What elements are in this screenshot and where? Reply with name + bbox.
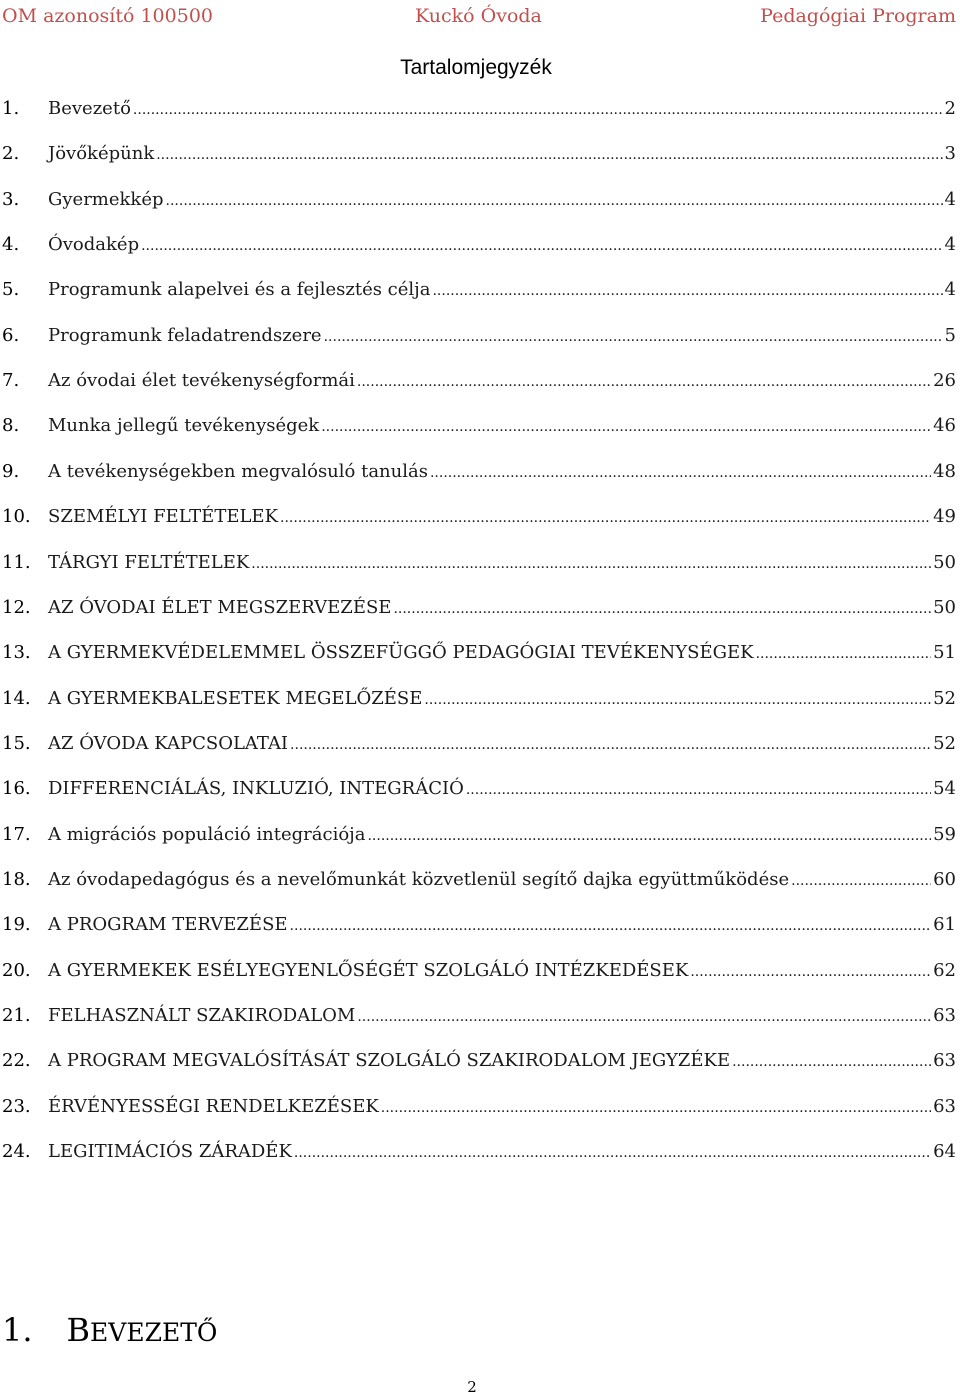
toc-entry[interactable] [0,820,960,850]
toc-entry-label: Programunk feladatrendszere [48,324,322,346]
toc-entry-line [48,956,956,987]
toc-entry-label: Gyermekkép [48,188,164,210]
toc-entry-number: 23. [2,1095,31,1117]
toc-entry-page: 49 [933,506,956,528]
toc-entry-number: 14. [2,687,31,709]
section-title-rest: EVEZETŐ [90,1318,218,1347]
toc-entry-line [48,774,956,805]
toc-entry-label: AZ ÓVODA KAPCSOLATAI [48,732,289,754]
toc-entry[interactable] [0,548,960,578]
toc-entry-label: Jövőképünk [48,143,155,165]
toc-entry-page: 3 [944,143,956,165]
header-left-text: OM azonosító 100500 [2,5,213,27]
toc-entry-line [48,321,956,352]
toc-entry-line [48,593,956,624]
toc-entry-line [48,139,956,170]
toc-entry[interactable] [0,910,960,940]
toc-entry-label: Az óvodapedagógus és a nevelőmunkát közvetlenül segítő dajka együttműködése [48,868,790,890]
toc-entry-page: 63 [933,1095,956,1117]
toc-entry-page: 63 [933,1005,956,1026]
toc-entry-line [48,275,956,306]
toc-entry[interactable] [0,865,960,895]
toc-entry-number: 2. [2,143,20,165]
toc-entry-number: 3. [2,188,20,210]
toc-dot-leader [166,185,943,216]
toc-dot-leader [432,275,942,306]
toc-entry-line [48,729,956,760]
toc-entry-line [48,411,956,442]
toc-dot-leader [466,774,931,805]
toc-entry-number: 9. [2,460,20,482]
toc-entry-line [48,185,956,216]
toc-entry-page: 52 [933,687,956,709]
toc-entry-line [48,1046,956,1077]
toc-entry[interactable] [0,593,960,623]
toc-entry-label: A tevékenységekben megvalósuló tanulás [48,460,428,482]
toc-entry-number: 21. [2,1005,31,1026]
toc-entry-label: Óvodakép [48,234,140,256]
toc-entry-page: 60 [933,868,956,890]
toc-dot-leader [290,910,932,941]
toc-entry-label: Bevezető [48,98,131,119]
toc-entry-label: TÁRGYI FELTÉTELEK [48,551,250,573]
toc-entry-page: 51 [933,642,956,664]
toc-entry-line [48,94,956,125]
toc-entry-line [48,865,956,896]
toc-entry-page: 4 [944,234,956,256]
section-title-initial: B [66,1311,91,1349]
section-heading [2,1310,217,1353]
toc-entry-label: A PROGRAM TERVEZÉSE [48,914,288,936]
toc-entry-line [48,366,956,397]
toc-entry-number: 13. [2,642,31,664]
toc-entry-page: 62 [933,959,956,981]
toc-entry-label: ÉRVÉNYESSÉGI RENDELKEZÉSEK [48,1095,379,1117]
toc-entry-number: 8. [2,415,20,437]
toc-entry-page: 2 [944,98,956,119]
toc-dot-leader [133,94,943,125]
toc-entry-number: 24. [2,1141,31,1163]
toc-entry[interactable] [0,139,960,169]
toc-entry-page: 26 [933,370,956,392]
toc-dot-leader [424,684,931,715]
toc-dot-leader [756,638,932,669]
toc-dot-leader [357,366,931,397]
toc-entry-label: A GYERMEKEK ESÉLYEGYENLŐSÉGÉT SZOLGÁLÓ INTÉZKEDÉSEK [48,959,689,981]
toc-entry-label: LEGITIMÁCIÓS ZÁRADÉK [48,1141,292,1163]
toc-entry[interactable] [0,774,960,804]
toc-entry-page: 64 [933,1141,956,1163]
toc-entry-line [48,230,956,261]
toc-entry-number: 22. [2,1050,31,1072]
toc-entry[interactable] [0,366,960,396]
toc-entry[interactable] [0,275,960,305]
toc-dot-leader [251,548,931,579]
toc-entry-line [48,910,956,941]
toc-entry[interactable] [0,1001,960,1031]
toc-entry-number: 6. [2,324,20,346]
toc-entry-page: 63 [933,1050,956,1072]
toc-entry-line [48,457,956,488]
toc-dot-leader [321,411,931,442]
toc-entry-line [48,548,956,579]
toc-dot-leader [381,1092,931,1123]
toc-entry-label: A GYERMEKVÉDELEMMEL ÖSSZEFÜGGŐ PEDAGÓGIAI TEVÉKENYSÉGEK [48,642,754,664]
page-header [0,3,960,29]
toc-entry-page: 4 [944,279,956,301]
toc-dot-leader [732,1046,931,1077]
toc-entry-page: 4 [944,188,956,210]
toc-entry-number: 17. [2,823,31,845]
toc-entry-line [48,502,956,533]
toc-entry-page: 50 [933,551,956,573]
toc-entry[interactable] [0,684,960,714]
toc-entry[interactable] [0,321,960,351]
toc-entry[interactable] [0,956,960,986]
page-number: 2 [467,1378,477,1396]
toc-entry[interactable] [0,457,960,487]
toc-dot-leader [324,321,943,352]
toc-dot-leader [290,729,931,760]
section-number: 1. [2,1311,33,1349]
toc-entry-label: AZ ÓVODAI ÉLET MEGSZERVEZÉSE [48,596,392,618]
toc-entry[interactable] [0,502,960,532]
toc-dot-leader [690,956,931,987]
toc-entry-number: 19. [2,914,31,936]
toc-entry[interactable] [0,94,960,124]
toc-entry-number: 20. [2,959,31,981]
toc-entry-page: 52 [933,732,956,754]
toc-entry-line [48,684,956,715]
toc-dot-leader [141,230,942,261]
toc-entry-number: 7. [2,370,20,392]
toc-dot-leader [280,502,931,533]
toc-entry-page: 54 [933,778,956,800]
toc-entry-page: 48 [933,460,956,482]
toc-entry-number: 1. [2,98,20,119]
toc-entry[interactable] [0,1092,960,1122]
toc-entry-number: 5. [2,279,20,301]
toc-entry-number: 10. [2,506,31,528]
toc-entry-label: Az óvodai élet tevékenységformái [48,370,355,392]
toc-entry-number: 18. [2,868,31,890]
toc-entry[interactable] [0,230,960,260]
toc-entry-line [48,1137,956,1168]
toc-entry[interactable] [0,638,960,668]
toc-entry-line [48,1001,956,1032]
toc-entry-label: SZEMÉLYI FELTÉTELEK [48,506,279,528]
toc-entry-page: 61 [933,914,956,936]
toc-entry[interactable] [0,411,960,441]
toc-entry[interactable] [0,185,960,215]
toc-entry-page: 59 [933,823,956,845]
toc-entry[interactable] [0,1046,960,1076]
header-right-text: Pedagógiai Program [760,5,956,27]
toc-dot-leader [294,1137,931,1168]
toc-dot-leader [367,820,931,851]
toc-entry-label: Programunk alapelvei és a fejlesztés célja [48,279,431,301]
toc-entry-label: FELHASZNÁLT SZAKIRODALOM [48,1005,356,1026]
toc-entry-line [48,820,956,851]
header-center-text: Kuckó Óvoda [415,5,542,27]
toc-entry-label: A PROGRAM MEGVALÓSÍTÁSÁT SZOLGÁLÓ SZAKIRODALOM JEGYZÉKE [48,1050,731,1072]
toc-title: Tartalomjegyzék [400,56,552,79]
toc-dot-leader [430,457,931,488]
toc-entry-label: A GYERMEKBALESETEK MEGELŐZÉSE [48,687,423,709]
toc-dot-leader [791,865,931,896]
toc-entry[interactable] [0,729,960,759]
toc-dot-leader [393,593,931,624]
toc-entry-number: 15. [2,732,31,754]
toc-entry-label: A migrációs populáció integrációja [48,823,366,845]
toc-entry-label: DIFFERENCIÁLÁS, INKLUZIÓ, INTEGRÁCIÓ [48,778,464,800]
toc-entry-number: 16. [2,778,31,800]
toc-entry[interactable] [0,1137,960,1167]
toc-entry-number: 12. [2,596,31,618]
toc-entry-line [48,638,956,669]
toc-entry-label: Munka jellegű tevékenységek [48,415,320,437]
toc-entry-number: 4. [2,234,20,256]
toc-dot-leader [156,139,942,170]
toc-entry-number: 11. [2,551,31,573]
toc-dot-leader [357,1001,931,1032]
toc-entry-line [48,1092,956,1123]
toc-entry-page: 5 [944,324,956,346]
toc-entry-page: 50 [933,596,956,618]
toc-entry-page: 46 [933,415,956,437]
